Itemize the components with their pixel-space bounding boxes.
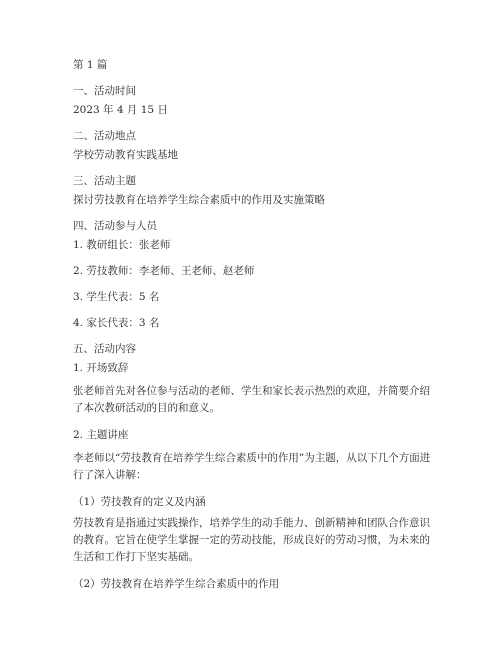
activity-date: 2023 年 4 月 15 日 — [73, 104, 168, 116]
point-heading: （2）劳技教育在培养学生综合素质中的作用 — [73, 578, 280, 590]
section-heading-participants: 四、活动参与人员 — [73, 220, 157, 232]
lecture-paragraph: 李老师以“劳技教育在培养学生综合素质中的作用”为主题，从以下几个方面进行了深入讲解： — [73, 452, 431, 481]
activity-theme: 探讨劳技教育在培养学生综合素质中的作用及实施策略 — [73, 194, 325, 206]
section-heading-theme: 三、活动主题 — [73, 175, 136, 187]
subheading-lecture: 2. 主题讲座 — [73, 429, 129, 441]
section-heading-time: 一、活动时间 — [73, 85, 136, 97]
point-paragraph: 劳技教育是指通过实践操作，培养学生的动手能力、创新精神和团队合作意识的教育。它旨在使学生掌握一定的劳动技能，形成良好的劳动习惯，为未来的生活和工作打下坚实基础。 — [73, 517, 430, 563]
section-heading-content: 五、活动内容 — [73, 343, 136, 355]
section-heading-place: 二、活动地点 — [73, 130, 136, 142]
participant-item: 4. 家长代表：3 名 — [73, 317, 160, 329]
participant-item: 3. 学生代表：5 名 — [73, 291, 160, 303]
participant-item: 1. 教研组长：张老师 — [73, 239, 171, 251]
subheading-opening: 1. 开场致辞 — [73, 362, 129, 374]
point-heading: （1）劳技教育的定义及内涵 — [73, 496, 206, 508]
participant-item: 2. 劳技教师：李老师、王老师、赵老师 — [73, 265, 255, 277]
part-title: 第 1 篇 — [73, 59, 108, 71]
activity-place: 学校劳动教育实践基地 — [73, 149, 178, 161]
opening-paragraph: 张老师首先对各位参与活动的老师、学生和家长表示热烈的欢迎，并简要介绍了本次教研活动的目的和意义。 — [73, 385, 430, 414]
